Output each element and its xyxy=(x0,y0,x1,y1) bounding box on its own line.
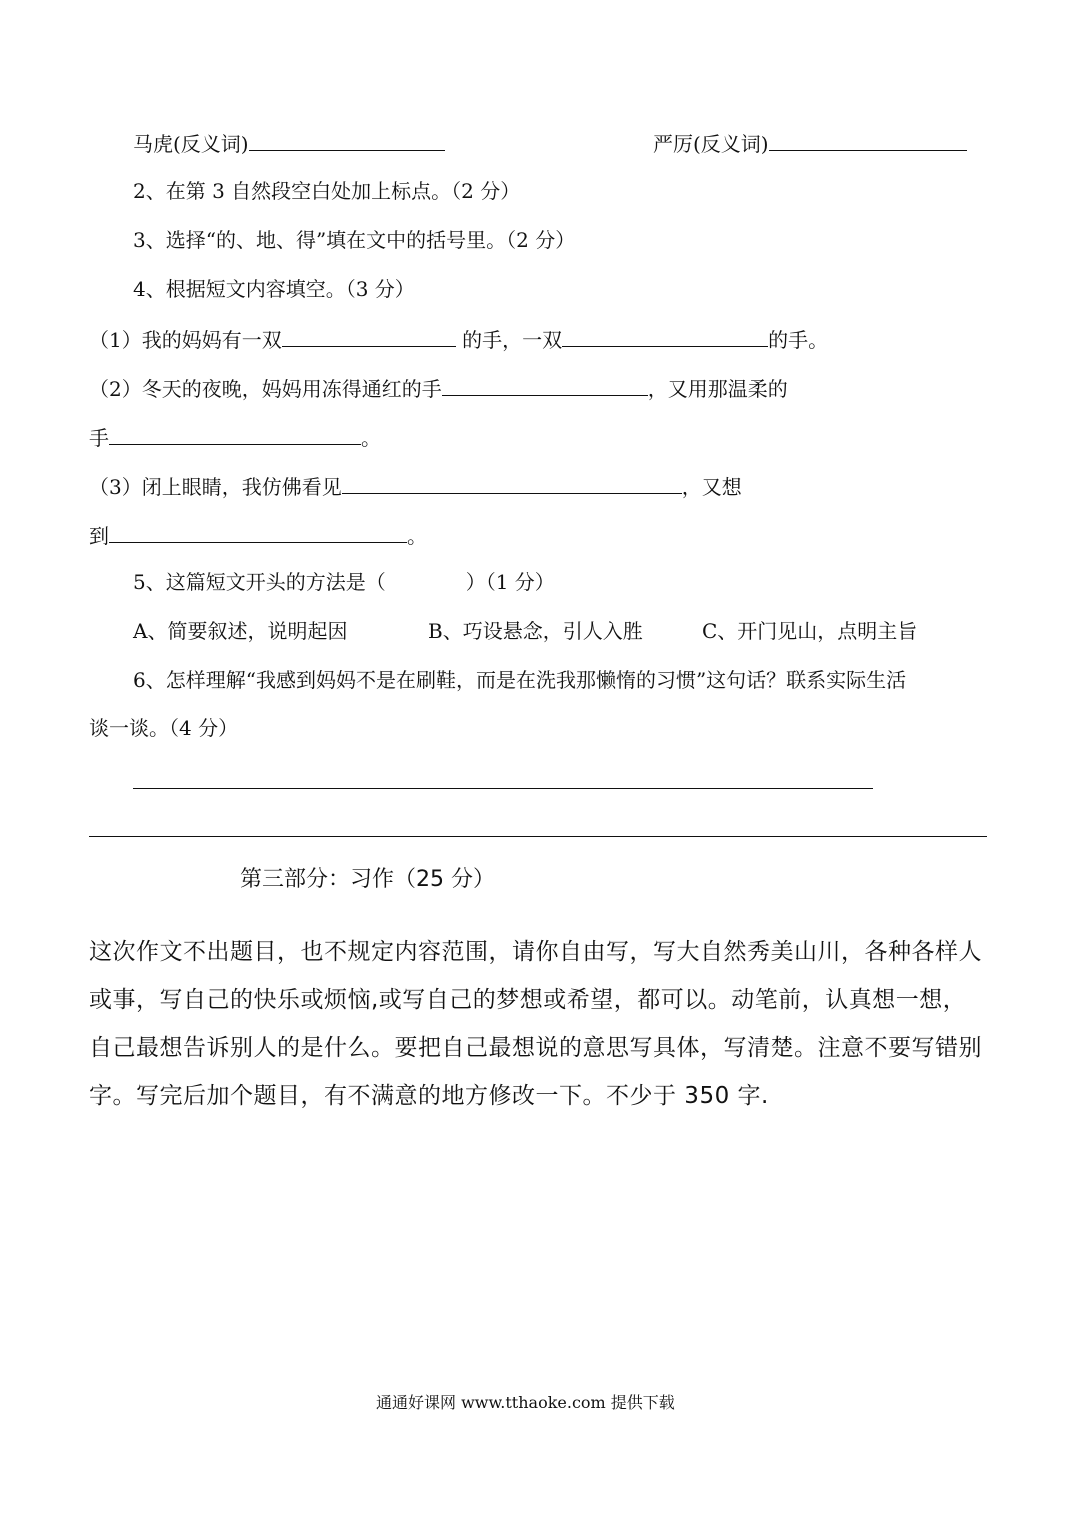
answer-blank-4-2a[interactable] xyxy=(442,373,648,396)
part-3-title: 第三部分：习作（25 分） xyxy=(240,867,495,892)
question-4-item-1 xyxy=(89,324,828,354)
answer-blank-yanli[interactable] xyxy=(769,128,967,151)
item-1-text-b: 的手，一双 xyxy=(462,328,563,352)
item-2-text-b: ，又用那温柔的 xyxy=(647,377,788,401)
item-2-text-a: （2）冬天的夜晚，妈妈用冻得通红的手 xyxy=(89,377,442,401)
item-1-text-c: 的手。 xyxy=(768,328,829,352)
answer-line-6b[interactable] xyxy=(89,836,987,837)
question-5-option-b: B、巧设悬念，引人入胜 xyxy=(428,619,643,643)
item-3-text-b: ，又想 xyxy=(681,475,742,499)
answer-blank-mahu[interactable] xyxy=(249,128,445,151)
antonym-question-2 xyxy=(653,128,967,158)
question-4-item-3-cont xyxy=(89,520,427,550)
question-6-line-2: 谈一谈。（4 分） xyxy=(89,716,239,740)
item-3-text-c: 到 xyxy=(89,524,109,548)
question-6-line-1: 6、怎样理解“我感到妈妈不是在刷鞋，而是在洗我那懒惰的习惯”这句话？联系实际生活 xyxy=(133,668,907,692)
question-5-option-c: C、开门见山，点明主旨 xyxy=(702,619,918,643)
question-5-option-a: A、简要叙述，说明起因 xyxy=(133,619,348,643)
question-5-title: 5、这篇短文开头的方法是（ ）（1 分） xyxy=(133,570,555,594)
question-4-item-3 xyxy=(89,471,742,501)
item-3-text-d: 。 xyxy=(407,524,427,548)
question-3: 3、选择“的、地、得”填在文中的括号里。（2 分） xyxy=(133,228,576,252)
answer-blank-4-1b[interactable] xyxy=(562,324,768,347)
question-4-item-2-cont xyxy=(89,422,381,452)
question-4-title: 4、根据短文内容填空。（3 分） xyxy=(133,277,415,301)
answer-blank-4-3a[interactable] xyxy=(342,471,682,494)
question-4-item-2 xyxy=(89,373,788,403)
answer-blank-4-1a[interactable] xyxy=(282,324,456,347)
answer-line-6a[interactable] xyxy=(133,788,873,789)
antonym-label-yanli: 严厉(反义词) xyxy=(653,132,769,156)
answer-blank-4-3b[interactable] xyxy=(109,520,407,543)
footer-credit: 通通好课网 www.tthaoke.com 提供下载 xyxy=(376,1393,675,1412)
question-2: 2、在第 3 自然段空白处加上标点。（2 分） xyxy=(133,179,521,203)
antonym-question-1 xyxy=(133,128,445,158)
item-2-text-c: 手 xyxy=(89,426,109,450)
antonym-label-mahu: 马虎(反义词) xyxy=(133,132,249,156)
answer-blank-4-2b[interactable] xyxy=(109,422,361,445)
item-1-text-a: （1）我的妈妈有一双 xyxy=(89,328,282,352)
essay-prompt: 这次作文不出题目，也不规定内容范围，请你自由写，写大自然秀美山川，各种各样人或事，写自己的快乐或烦恼,或写自己的梦想或希望，都可以。动笔前，认真想一想，自己最想告诉别人的是什么。要把自己最想说的意思写具体，写清楚。注意不要写错别字。写完后加个题目，有不满意的地方修改一下。不少于 350 字. xyxy=(89,939,982,1109)
item-2-text-d: 。 xyxy=(361,426,381,450)
item-3-text-a: （3）闭上眼睛，我仿佛看见 xyxy=(89,475,342,499)
